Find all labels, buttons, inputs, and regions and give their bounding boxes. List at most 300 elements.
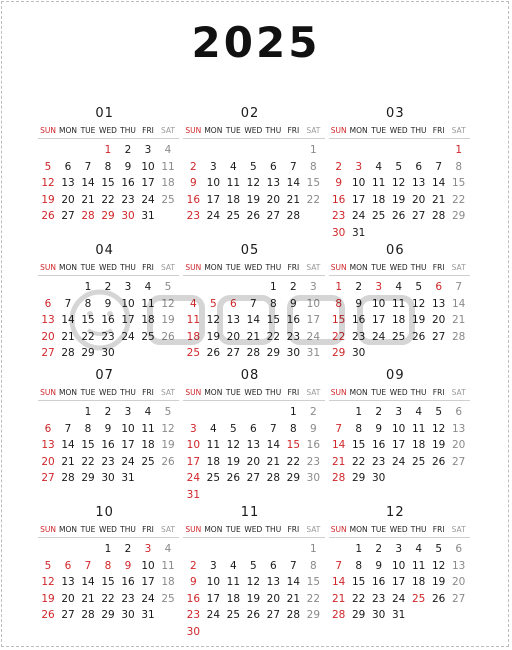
day-cell: 13 xyxy=(61,576,75,588)
day-cell: 26 xyxy=(411,330,426,343)
day-cell: 8 xyxy=(455,160,462,173)
day-cell: 21 xyxy=(331,455,346,468)
empty-day-cell xyxy=(449,470,469,487)
day-cell: 12 xyxy=(431,559,446,572)
day-cell: 12 xyxy=(431,422,446,435)
day-cell: 22 xyxy=(101,193,115,206)
week-row xyxy=(183,558,324,575)
day-cell: 5 xyxy=(435,543,442,555)
day-cell: 7 xyxy=(289,160,297,173)
day-cell: 1 xyxy=(104,543,112,555)
day-cell: 3 xyxy=(375,281,382,293)
empty-day-cell xyxy=(303,487,323,504)
day-cell: 23 xyxy=(186,609,201,621)
weekday-label: FRI xyxy=(142,388,154,397)
day-cell: 13 xyxy=(451,422,466,435)
day-cell: 15 xyxy=(306,177,321,189)
day-cell: 3 xyxy=(355,160,362,173)
day-cell: 23 xyxy=(371,455,386,468)
day-cell: 6 xyxy=(64,559,72,572)
weekday-label: SUN xyxy=(185,388,202,397)
weekday-label: FRI xyxy=(432,388,445,397)
day-cell: 23 xyxy=(331,210,346,222)
weekday-label: SAT xyxy=(306,388,321,397)
day-cell: 19 xyxy=(41,592,55,605)
day-cell: 14 xyxy=(81,576,95,588)
day-cell: 25 xyxy=(161,193,175,206)
weekday-label: SUN xyxy=(330,263,347,272)
months-grid xyxy=(36,104,472,640)
empty-day-cell xyxy=(58,541,78,558)
day-cell: 10 xyxy=(186,439,201,451)
weekday-label: WED xyxy=(389,525,408,534)
empty-day-cell xyxy=(118,345,138,362)
day-cell: 31 xyxy=(391,609,406,621)
empty-day-cell xyxy=(38,541,58,558)
day-cell: 17 xyxy=(351,193,366,206)
empty-day-cell xyxy=(283,541,303,558)
day-cell: 14 xyxy=(331,439,346,451)
empty-day-cell xyxy=(183,279,203,296)
day-cell: 14 xyxy=(451,297,466,310)
day-cell: 2 xyxy=(189,559,197,572)
day-cell: 21 xyxy=(331,592,346,605)
empty-day-cell xyxy=(409,142,429,159)
day-cell: 13 xyxy=(226,314,241,326)
empty-day-cell xyxy=(203,279,223,296)
weekday-header-row xyxy=(329,523,470,538)
weekday-label: MON xyxy=(349,388,368,397)
weekday-label: TUE xyxy=(371,126,387,135)
empty-day-cell xyxy=(283,142,303,159)
weekday-label: MON xyxy=(204,126,223,135)
weekday-header-row xyxy=(38,261,179,276)
day-cell: 3 xyxy=(144,543,152,555)
week-row xyxy=(329,192,470,209)
week-row xyxy=(329,558,470,575)
day-cell: 1 xyxy=(289,406,297,418)
week-row xyxy=(38,591,179,608)
day-cell: 23 xyxy=(101,455,115,468)
empty-day-cell xyxy=(203,404,223,421)
week-row xyxy=(38,574,179,591)
day-cell: 18 xyxy=(141,439,155,451)
day-cell: 11 xyxy=(141,297,155,310)
day-cell: 9 xyxy=(104,422,112,435)
day-cell: 6 xyxy=(455,543,462,555)
day-cell: 25 xyxy=(391,330,406,343)
day-cell: 30 xyxy=(371,472,386,484)
day-cell: 27 xyxy=(266,609,281,621)
day-cell: 12 xyxy=(161,422,175,435)
day-cell: 30 xyxy=(101,347,115,359)
week-row xyxy=(38,541,179,558)
empty-day-cell xyxy=(138,470,158,487)
day-cell: 27 xyxy=(61,609,75,621)
day-cell: 8 xyxy=(269,297,277,310)
day-cell: 29 xyxy=(351,609,366,621)
weekday-label: MON xyxy=(59,388,77,397)
day-cell: 20 xyxy=(411,193,426,206)
weekday-label: SAT xyxy=(451,525,466,534)
day-cell: 26 xyxy=(391,210,406,222)
empty-day-cell xyxy=(263,487,283,504)
day-cell: 6 xyxy=(415,160,422,173)
weekday-label: SAT xyxy=(451,263,466,272)
weekday-label: FRI xyxy=(432,126,445,135)
empty-day-cell xyxy=(429,470,449,487)
week-row xyxy=(183,345,324,362)
weekday-label: SAT xyxy=(306,126,321,135)
day-cell: 25 xyxy=(371,210,386,222)
day-cell: 2 xyxy=(375,543,382,555)
weekday-label: TUE xyxy=(80,126,96,135)
weekday-label: SUN xyxy=(185,263,202,272)
week-row xyxy=(38,296,179,313)
day-cell: 7 xyxy=(289,559,297,572)
week-row xyxy=(183,159,324,176)
day-cell: 17 xyxy=(186,455,201,468)
day-cell: 4 xyxy=(415,406,422,418)
weekday-label: WED xyxy=(389,263,408,272)
week-row xyxy=(329,437,470,454)
empty-day-cell xyxy=(223,541,243,558)
day-cell: 22 xyxy=(101,592,115,605)
weekday-label: MON xyxy=(204,388,223,397)
day-cell: 15 xyxy=(101,576,115,588)
empty-day-cell xyxy=(78,541,98,558)
day-cell: 30 xyxy=(286,347,301,359)
day-cell: 29 xyxy=(81,472,95,484)
day-cell: 29 xyxy=(101,609,115,621)
week-row xyxy=(329,142,470,159)
day-cell: 7 xyxy=(249,297,257,310)
day-cell: 18 xyxy=(226,193,241,206)
day-cell: 16 xyxy=(101,314,115,326)
day-cell: 27 xyxy=(431,330,446,343)
day-cell: 27 xyxy=(411,210,426,222)
week-row xyxy=(183,296,324,313)
day-cell: 11 xyxy=(186,314,201,326)
weekday-label: FRI xyxy=(287,263,300,272)
day-cell: 18 xyxy=(411,576,426,588)
weekday-label: TUE xyxy=(225,263,241,272)
day-cell: 14 xyxy=(61,314,75,326)
day-cell: 4 xyxy=(229,160,237,173)
month-title: 07 xyxy=(95,368,114,383)
day-cell: 8 xyxy=(355,422,362,435)
day-cell: 29 xyxy=(81,347,95,359)
day-cell: 6 xyxy=(269,160,277,173)
day-cell: 29 xyxy=(266,347,281,359)
empty-day-cell xyxy=(38,142,58,159)
weekday-label: THU xyxy=(410,525,427,534)
day-cell: 6 xyxy=(64,160,72,173)
day-cell: 12 xyxy=(411,297,426,310)
day-cell: 21 xyxy=(61,455,75,468)
day-cell: 23 xyxy=(101,330,115,343)
day-cell: 11 xyxy=(141,422,155,435)
empty-day-cell xyxy=(329,541,349,558)
weekday-label: WED xyxy=(99,126,117,135)
day-cell: 9 xyxy=(124,559,132,572)
weekday-label: THU xyxy=(410,263,427,272)
day-cell: 28 xyxy=(331,472,346,484)
day-cell: 15 xyxy=(81,314,95,326)
empty-day-cell xyxy=(389,470,409,487)
weekday-label: MON xyxy=(59,263,77,272)
week-row xyxy=(183,541,324,558)
weekday-label: THU xyxy=(265,388,282,397)
weekday-label: FRI xyxy=(142,126,154,135)
week-row xyxy=(183,487,324,504)
day-cell: 9 xyxy=(375,559,382,572)
day-cell: 12 xyxy=(41,177,55,189)
day-cell: 20 xyxy=(451,576,466,588)
empty-day-cell xyxy=(263,404,283,421)
day-cell: 18 xyxy=(161,177,175,189)
month-title: 08 xyxy=(240,368,260,383)
day-cell: 20 xyxy=(41,330,55,343)
day-cell: 29 xyxy=(101,210,115,222)
day-cell: 29 xyxy=(451,210,466,222)
weekday-label: SAT xyxy=(160,126,176,135)
week-row xyxy=(329,454,470,471)
day-cell: 22 xyxy=(351,592,366,605)
weekday-label: WED xyxy=(389,126,408,135)
month-title: 12 xyxy=(386,505,405,520)
empty-day-cell xyxy=(429,607,449,624)
weekday-label: THU xyxy=(265,263,282,272)
month-block-05 xyxy=(181,241,326,366)
weekday-label: FRI xyxy=(432,263,445,272)
week-row xyxy=(183,142,324,159)
day-cell: 19 xyxy=(161,439,175,451)
weekday-label: FRI xyxy=(287,126,300,135)
empty-day-cell xyxy=(369,142,389,159)
day-cell: 14 xyxy=(286,177,301,189)
weekday-header-row xyxy=(38,523,179,538)
week-row xyxy=(38,208,179,225)
day-cell: 20 xyxy=(266,592,281,605)
day-cell: 28 xyxy=(81,210,95,222)
weekday-label: SAT xyxy=(451,126,466,135)
day-cell: 4 xyxy=(415,543,422,555)
day-cell: 24 xyxy=(141,193,155,206)
day-cell: 28 xyxy=(431,210,446,222)
day-cell: 28 xyxy=(81,609,95,621)
day-cell: 11 xyxy=(226,576,241,588)
weekday-label: MON xyxy=(59,126,77,135)
day-cell: 12 xyxy=(206,314,221,326)
day-cell: 27 xyxy=(246,472,261,484)
weekday-label: THU xyxy=(410,126,427,135)
day-cell: 17 xyxy=(121,314,135,326)
weekday-header-row xyxy=(329,386,470,401)
day-cell: 4 xyxy=(189,297,197,310)
day-cell: 11 xyxy=(206,439,221,451)
weekday-label: FRI xyxy=(287,388,300,397)
day-cell: 3 xyxy=(144,144,152,156)
day-cell: 9 xyxy=(124,160,132,173)
day-cell: 20 xyxy=(226,330,241,343)
day-cell: 24 xyxy=(351,210,366,222)
day-cell: 5 xyxy=(415,281,422,293)
day-cell: 29 xyxy=(331,347,346,359)
day-cell: 28 xyxy=(246,347,261,359)
day-cell: 31 xyxy=(121,472,135,484)
day-cell: 10 xyxy=(391,559,406,572)
empty-day-cell xyxy=(263,142,283,159)
empty-day-cell xyxy=(58,279,78,296)
day-cell: 27 xyxy=(226,347,241,359)
day-cell: 22 xyxy=(266,330,281,343)
day-cell: 24 xyxy=(391,455,406,468)
week-row xyxy=(183,574,324,591)
empty-day-cell xyxy=(429,142,449,159)
day-cell: 24 xyxy=(371,330,386,343)
day-cell: 23 xyxy=(121,193,135,206)
day-cell: 23 xyxy=(286,330,301,343)
day-cell: 10 xyxy=(391,422,406,435)
week-row xyxy=(183,591,324,608)
day-cell: 19 xyxy=(206,330,221,343)
week-row xyxy=(329,421,470,438)
day-cell: 1 xyxy=(335,281,342,293)
day-cell: 26 xyxy=(161,455,175,468)
weekday-label: THU xyxy=(120,126,136,135)
day-cell: 17 xyxy=(206,592,221,605)
week-row xyxy=(183,470,324,487)
day-cell: 23 xyxy=(306,455,321,468)
week-row xyxy=(38,159,179,176)
empty-day-cell xyxy=(58,404,78,421)
empty-day-cell xyxy=(183,541,203,558)
week-row xyxy=(38,470,179,487)
day-cell: 7 xyxy=(335,559,342,572)
day-cell: 18 xyxy=(206,455,221,468)
month-title: 09 xyxy=(386,368,405,383)
day-cell: 26 xyxy=(161,330,175,343)
day-cell: 2 xyxy=(104,406,112,418)
day-cell: 27 xyxy=(451,455,466,468)
month-block-01 xyxy=(36,104,181,241)
week-row xyxy=(183,192,324,209)
day-cell: 25 xyxy=(206,472,221,484)
day-cell: 2 xyxy=(309,406,317,418)
day-cell: 26 xyxy=(226,472,241,484)
weekday-label: WED xyxy=(244,525,263,534)
day-cell: 16 xyxy=(186,193,201,206)
day-cell: 12 xyxy=(246,177,261,189)
day-cell: 22 xyxy=(286,455,301,468)
weekday-label: WED xyxy=(99,388,117,397)
day-cell: 7 xyxy=(435,160,442,173)
day-cell: 21 xyxy=(286,592,301,605)
day-cell: 10 xyxy=(141,160,155,173)
week-row xyxy=(329,329,470,346)
day-cell: 31 xyxy=(186,488,201,501)
day-cell: 30 xyxy=(331,226,346,239)
week-row xyxy=(183,279,324,296)
month-block-04 xyxy=(36,241,181,366)
empty-day-cell xyxy=(283,487,303,504)
empty-day-cell xyxy=(349,142,369,159)
day-cell: 18 xyxy=(186,330,201,343)
week-row xyxy=(38,607,179,624)
day-cell: 21 xyxy=(451,314,466,326)
weekday-label: SAT xyxy=(451,388,466,397)
day-cell: 24 xyxy=(121,330,135,343)
weekday-label: SAT xyxy=(306,525,321,534)
empty-day-cell xyxy=(223,624,243,641)
week-row xyxy=(329,225,470,242)
day-cell: 22 xyxy=(306,193,321,206)
day-cell: 2 xyxy=(289,281,297,293)
empty-day-cell xyxy=(449,225,469,242)
day-cell: 5 xyxy=(44,160,52,173)
empty-day-cell xyxy=(409,225,429,242)
day-cell: 20 xyxy=(431,314,446,326)
week-row xyxy=(329,404,470,421)
day-cell: 1 xyxy=(84,281,92,293)
empty-day-cell xyxy=(243,541,263,558)
day-cell: 26 xyxy=(206,347,221,359)
week-row xyxy=(38,404,179,421)
day-cell: 7 xyxy=(269,422,277,435)
day-cell: 2 xyxy=(335,160,342,173)
week-row xyxy=(183,175,324,192)
month-block-06 xyxy=(327,241,472,366)
weekday-header-row xyxy=(183,523,324,538)
day-cell: 10 xyxy=(306,297,321,310)
day-cell: 11 xyxy=(411,422,426,435)
empty-day-cell xyxy=(203,541,223,558)
day-cell: 30 xyxy=(186,625,201,638)
day-cell: 16 xyxy=(101,439,115,451)
day-cell: 19 xyxy=(41,193,55,206)
weekday-header-row xyxy=(183,124,324,139)
day-cell: 10 xyxy=(351,177,366,189)
week-row xyxy=(183,404,324,421)
day-cell: 24 xyxy=(121,455,135,468)
day-cell: 7 xyxy=(335,422,342,435)
day-cell: 22 xyxy=(306,592,321,605)
empty-day-cell xyxy=(158,208,178,225)
week-row xyxy=(329,574,470,591)
day-cell: 2 xyxy=(124,543,132,555)
day-cell: 6 xyxy=(269,559,277,572)
day-cell: 15 xyxy=(266,314,281,326)
day-cell: 16 xyxy=(186,592,201,605)
day-cell: 28 xyxy=(451,330,466,343)
month-title: 06 xyxy=(386,243,405,258)
empty-day-cell xyxy=(203,142,223,159)
weekday-label: TUE xyxy=(371,388,387,397)
empty-day-cell xyxy=(243,404,263,421)
day-cell: 5 xyxy=(249,160,257,173)
day-cell: 20 xyxy=(41,455,55,468)
day-cell: 5 xyxy=(44,559,52,572)
day-cell: 3 xyxy=(209,559,217,572)
day-cell: 12 xyxy=(246,576,261,588)
empty-day-cell xyxy=(263,624,283,641)
day-cell: 31 xyxy=(306,347,321,359)
weekday-label: SUN xyxy=(330,388,347,397)
week-row xyxy=(329,159,470,176)
day-cell: 22 xyxy=(331,330,346,343)
day-cell: 20 xyxy=(246,455,261,468)
